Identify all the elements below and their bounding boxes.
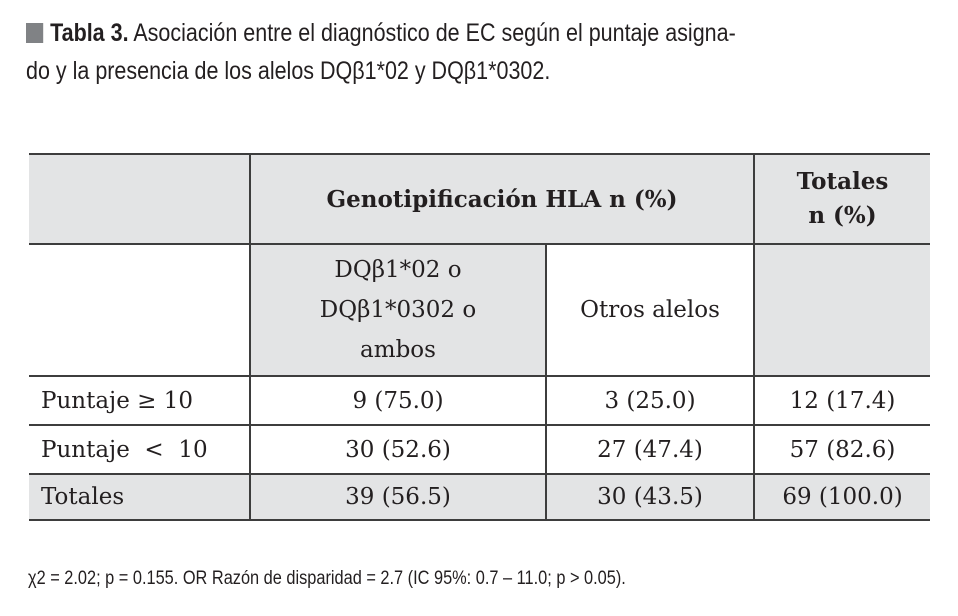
subheader-col1-cell <box>250 244 546 376</box>
table-row <box>29 474 930 520</box>
row-col2-value: 30 (43.5) <box>546 474 754 520</box>
subheader-row <box>29 244 930 376</box>
row-total-value: 69 (100.0) <box>754 474 930 520</box>
subheader-col2-cell <box>546 244 754 376</box>
caption-text-1: Asociación entre el diagnóstico de EC según el puntaje asigna- <box>128 19 736 47</box>
totals-header-line-2: n (%) <box>808 202 877 229</box>
subheader-totals-empty-cell <box>754 244 930 376</box>
subheader-col1-line-3: ambos <box>360 337 436 363</box>
row-col2-value: 27 (47.4) <box>546 425 754 474</box>
row-total-value: 57 (82.6) <box>754 425 930 474</box>
caption-label: Tabla 3. <box>50 19 129 47</box>
row-col1-value: 9 (75.0) <box>250 376 546 425</box>
header-corner-cell <box>29 154 250 244</box>
row-col2-value: 3 (25.0) <box>546 376 754 425</box>
group-header-cell <box>250 154 754 244</box>
row-col1-value: 39 (56.5) <box>250 474 546 520</box>
subheader-col1-line-2: DQβ1*0302 o <box>319 297 477 323</box>
table-caption <box>26 14 809 90</box>
data-table <box>29 153 930 521</box>
subheader-empty-cell <box>29 244 250 376</box>
subheader-col2-text: Otros alelos <box>580 297 720 323</box>
row-total-value: 12 (17.4) <box>754 376 930 425</box>
group-header-text: Genotipificación HLA n (%) <box>326 185 678 213</box>
row-label: Totales <box>29 474 250 520</box>
totals-header-cell <box>754 154 930 244</box>
row-label: Puntaje < 10 <box>29 425 250 474</box>
subheader-col1-line-1: DQβ1*02 o <box>334 257 462 283</box>
table-row <box>29 425 930 474</box>
caption-line-2: do y la presencia de los alelos DQβ1*02 y DQβ1*0302. <box>26 57 551 85</box>
table-row <box>29 376 930 425</box>
caption-line-1 <box>26 14 809 52</box>
caption-square-icon <box>26 23 43 43</box>
row-label: Puntaje ≥ 10 <box>29 376 250 425</box>
totals-header-line-1: Totales <box>796 168 889 195</box>
header-row <box>29 154 930 244</box>
row-col1-value: 30 (52.6) <box>250 425 546 474</box>
table-footnote: χ2 = 2.02; p = 0.155. OR Razón de disparidad = 2.7 (IC 95%: 0.7 – 11.0; p > 0.05). <box>28 568 626 589</box>
